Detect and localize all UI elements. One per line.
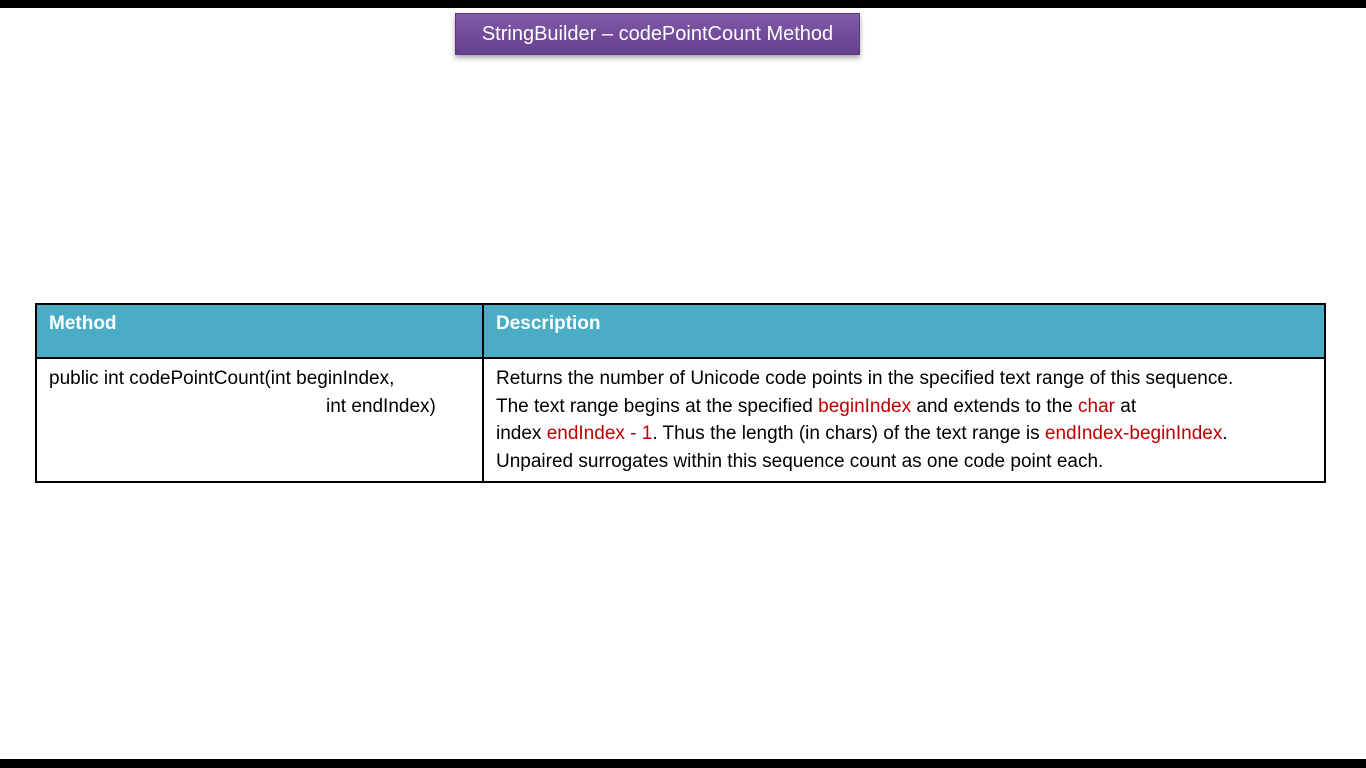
highlight-char: char (1078, 395, 1115, 417)
description-text: and extends to the (911, 395, 1079, 417)
description-text: The text range begins at the specified (496, 395, 819, 417)
method-signature-cell (36, 358, 483, 482)
signature-line-2: int endIndex) (326, 395, 436, 417)
slide-title: StringBuilder – codePointCount Method (455, 13, 860, 55)
signature-line-1: public int codePointCount(int beginIndex, (49, 368, 395, 389)
highlight-begin-index: beginIndex (818, 395, 912, 417)
description-text: at (1115, 395, 1137, 417)
description-text: . (1222, 423, 1228, 444)
description-line-4: Unpaired surrogates within this sequence count as one code point each. (496, 450, 1104, 472)
description-text: index (496, 423, 547, 444)
description-text: . Thus the length (in chars) of the text range is (652, 423, 1045, 444)
highlight-length-expression: endIndex-beginIndex (1044, 423, 1223, 444)
table-row (36, 358, 1325, 482)
bottom-border-bar (0, 759, 1366, 768)
header-method: Method (36, 304, 483, 358)
highlight-end-index-minus-one: endIndex - 1 (546, 423, 653, 444)
description-line-3 (496, 420, 1312, 448)
description-line-1: Returns the number of Unicode code points in the specified text range of this sequence. (496, 368, 1234, 389)
header-description: Description (483, 304, 1325, 358)
description-line-2 (496, 393, 1312, 421)
method-description-cell (483, 358, 1325, 482)
method-table (35, 303, 1326, 483)
top-border-bar (0, 0, 1366, 8)
table-header-row (36, 304, 1325, 358)
